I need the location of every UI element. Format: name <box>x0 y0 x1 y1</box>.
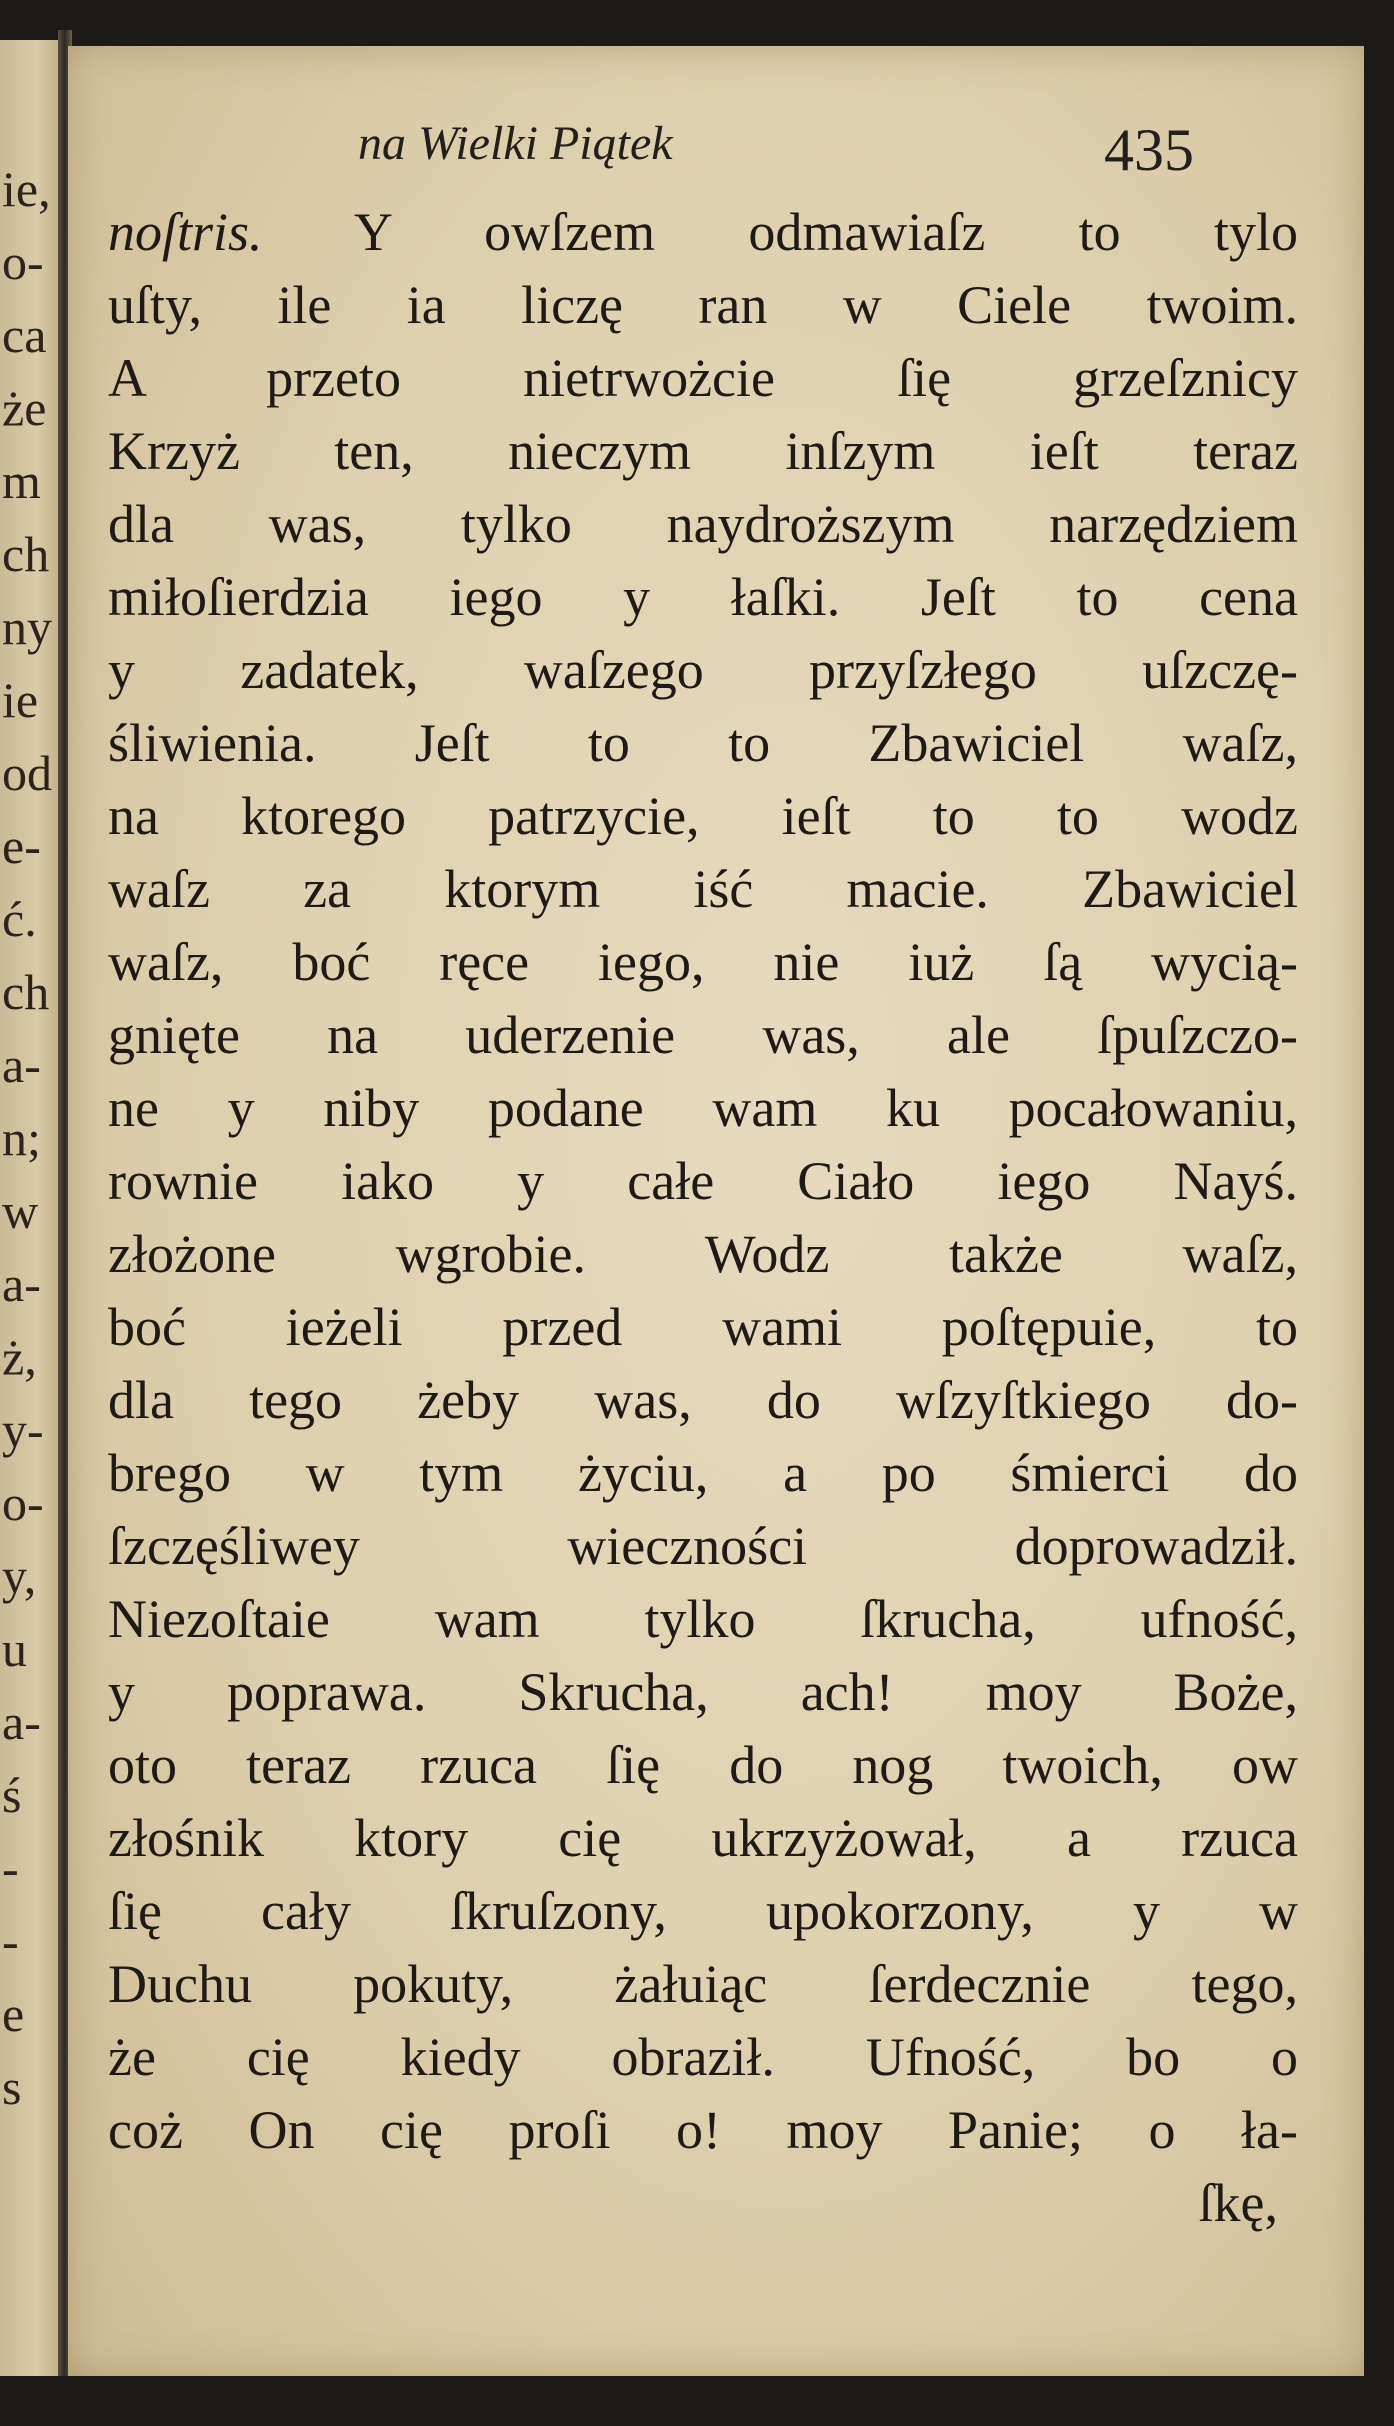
text-line: waſz za ktorym iść macie. Zbawiciel <box>108 859 1298 919</box>
book-page <box>68 46 1364 2376</box>
facing-page-fragment: s <box>2 2059 22 2115</box>
text-line: uſty, ile ia liczę ran w Ciele twoim. <box>108 275 1298 335</box>
text-line: śliwienia. Jeſt to to Zbawiciel waſz, <box>108 713 1298 773</box>
facing-page-fragment: ie, <box>2 161 51 217</box>
facing-page-fragment: - <box>2 1840 19 1896</box>
text-line: ſzczęśliwey wieczności doprowadził. <box>108 1516 1298 1576</box>
text-line: że cię kiedy obraził. Ufność, bo o <box>108 2027 1298 2087</box>
facing-page-fragment: ca <box>2 307 47 363</box>
running-head: na Wielki Piątek <box>358 117 673 170</box>
text-line: na ktorego patrzycie, ieſt to to wodz <box>108 786 1298 846</box>
italic-word: noſtris. <box>108 202 263 262</box>
text-line: Krzyż ten, nieczym inſzym ieſt teraz <box>108 421 1298 481</box>
text-line: A przeto nietrwożcie ſię grzeſznicy <box>108 348 1298 408</box>
facing-page-fragment: ch <box>2 526 50 582</box>
text-line: waſz, boć ręce iego, nie iuż ſą wycią- <box>108 932 1298 992</box>
scan-bottom-edge <box>0 2376 1394 2426</box>
facing-page-fragment: m <box>2 453 41 509</box>
facing-page-fragment: o- <box>2 1475 44 1531</box>
facing-page-fragment: a- <box>2 1037 41 1093</box>
text-line: brego w tym życiu, a po śmierci do <box>108 1443 1298 1503</box>
body-text <box>108 196 1298 2240</box>
facing-page-fragment: u <box>2 1621 27 1677</box>
page-number: 435 <box>1104 117 1194 183</box>
line-text: Y owſzem odmawiaſz to tylo <box>262 202 1298 262</box>
text-line: oto teraz rzuca ſię do nog twoich, ow <box>108 1735 1298 1795</box>
text-line: gnięte na uderzenie was, ale ſpuſzczo- <box>108 1005 1298 1065</box>
facing-page-fragment: y- <box>2 1402 44 1458</box>
facing-page-fragment: o- <box>2 234 44 290</box>
facing-page-fragment: a- <box>2 1256 41 1312</box>
facing-page-fragment: ć. <box>2 891 37 947</box>
facing-page-fragment: ie <box>2 672 39 728</box>
text-line: y zadatek, waſzego przyſzłego uſzczę- <box>108 640 1298 700</box>
facing-page-fragment: ch <box>2 964 50 1020</box>
facing-page-fragment: że <box>2 380 47 436</box>
page-header <box>68 116 1364 206</box>
text-line: Duchu pokuty, żałuiąc ſerdecznie tego, <box>108 1954 1298 2014</box>
text-line: rownie iako y całe Ciało iego Nayś. <box>108 1151 1298 1211</box>
text-line: ne y niby podane wam ku pocałowaniu, <box>108 1078 1298 1138</box>
facing-page-fragment: ż, <box>2 1329 37 1385</box>
previous-page-edge <box>0 40 62 2380</box>
facing-page-fragment: w <box>2 1183 39 1239</box>
text-line: miłoſierdzia iego y łaſki. Jeſt to cena <box>108 567 1298 627</box>
text-line: dla tego żeby was, do wſzyſtkiego do- <box>108 1370 1298 1430</box>
text-line: ſię cały ſkruſzony, upokorzony, y w <box>108 1881 1298 1941</box>
text-line: y poprawa. Skrucha, ach! moy Boże, <box>108 1662 1298 1722</box>
facing-page-fragment: ś <box>2 1767 22 1823</box>
text-line <box>108 196 1298 269</box>
text-line: złożone wgrobie. Wodz także waſz, <box>108 1224 1298 1284</box>
facing-page-fragment: a- <box>2 1694 41 1750</box>
facing-page-fragment: y, <box>2 1548 37 1604</box>
facing-page-fragment: e- <box>2 818 41 874</box>
facing-page-fragment: e <box>2 1986 25 2042</box>
facing-page-fragment: od <box>2 745 52 801</box>
text-line: Niezoſtaie wam tylko ſkrucha, ufność, <box>108 1589 1298 1649</box>
text-line: coż On cię proſi o! moy Panie; o ła- <box>108 2100 1298 2160</box>
text-line: boć ieżeli przed wami poſtępuie, to <box>108 1297 1298 1357</box>
facing-page-fragment: n; <box>2 1110 41 1166</box>
catchword: ſkę, <box>1198 2173 1278 2233</box>
text-line: dla was, tylko naydroższym narzędziem <box>108 494 1298 554</box>
facing-page-fragment: - <box>2 1913 19 1969</box>
facing-page-fragment: ny <box>2 599 52 655</box>
text-line: złośnik ktory cię ukrzyżował, a rzuca <box>108 1808 1298 1868</box>
